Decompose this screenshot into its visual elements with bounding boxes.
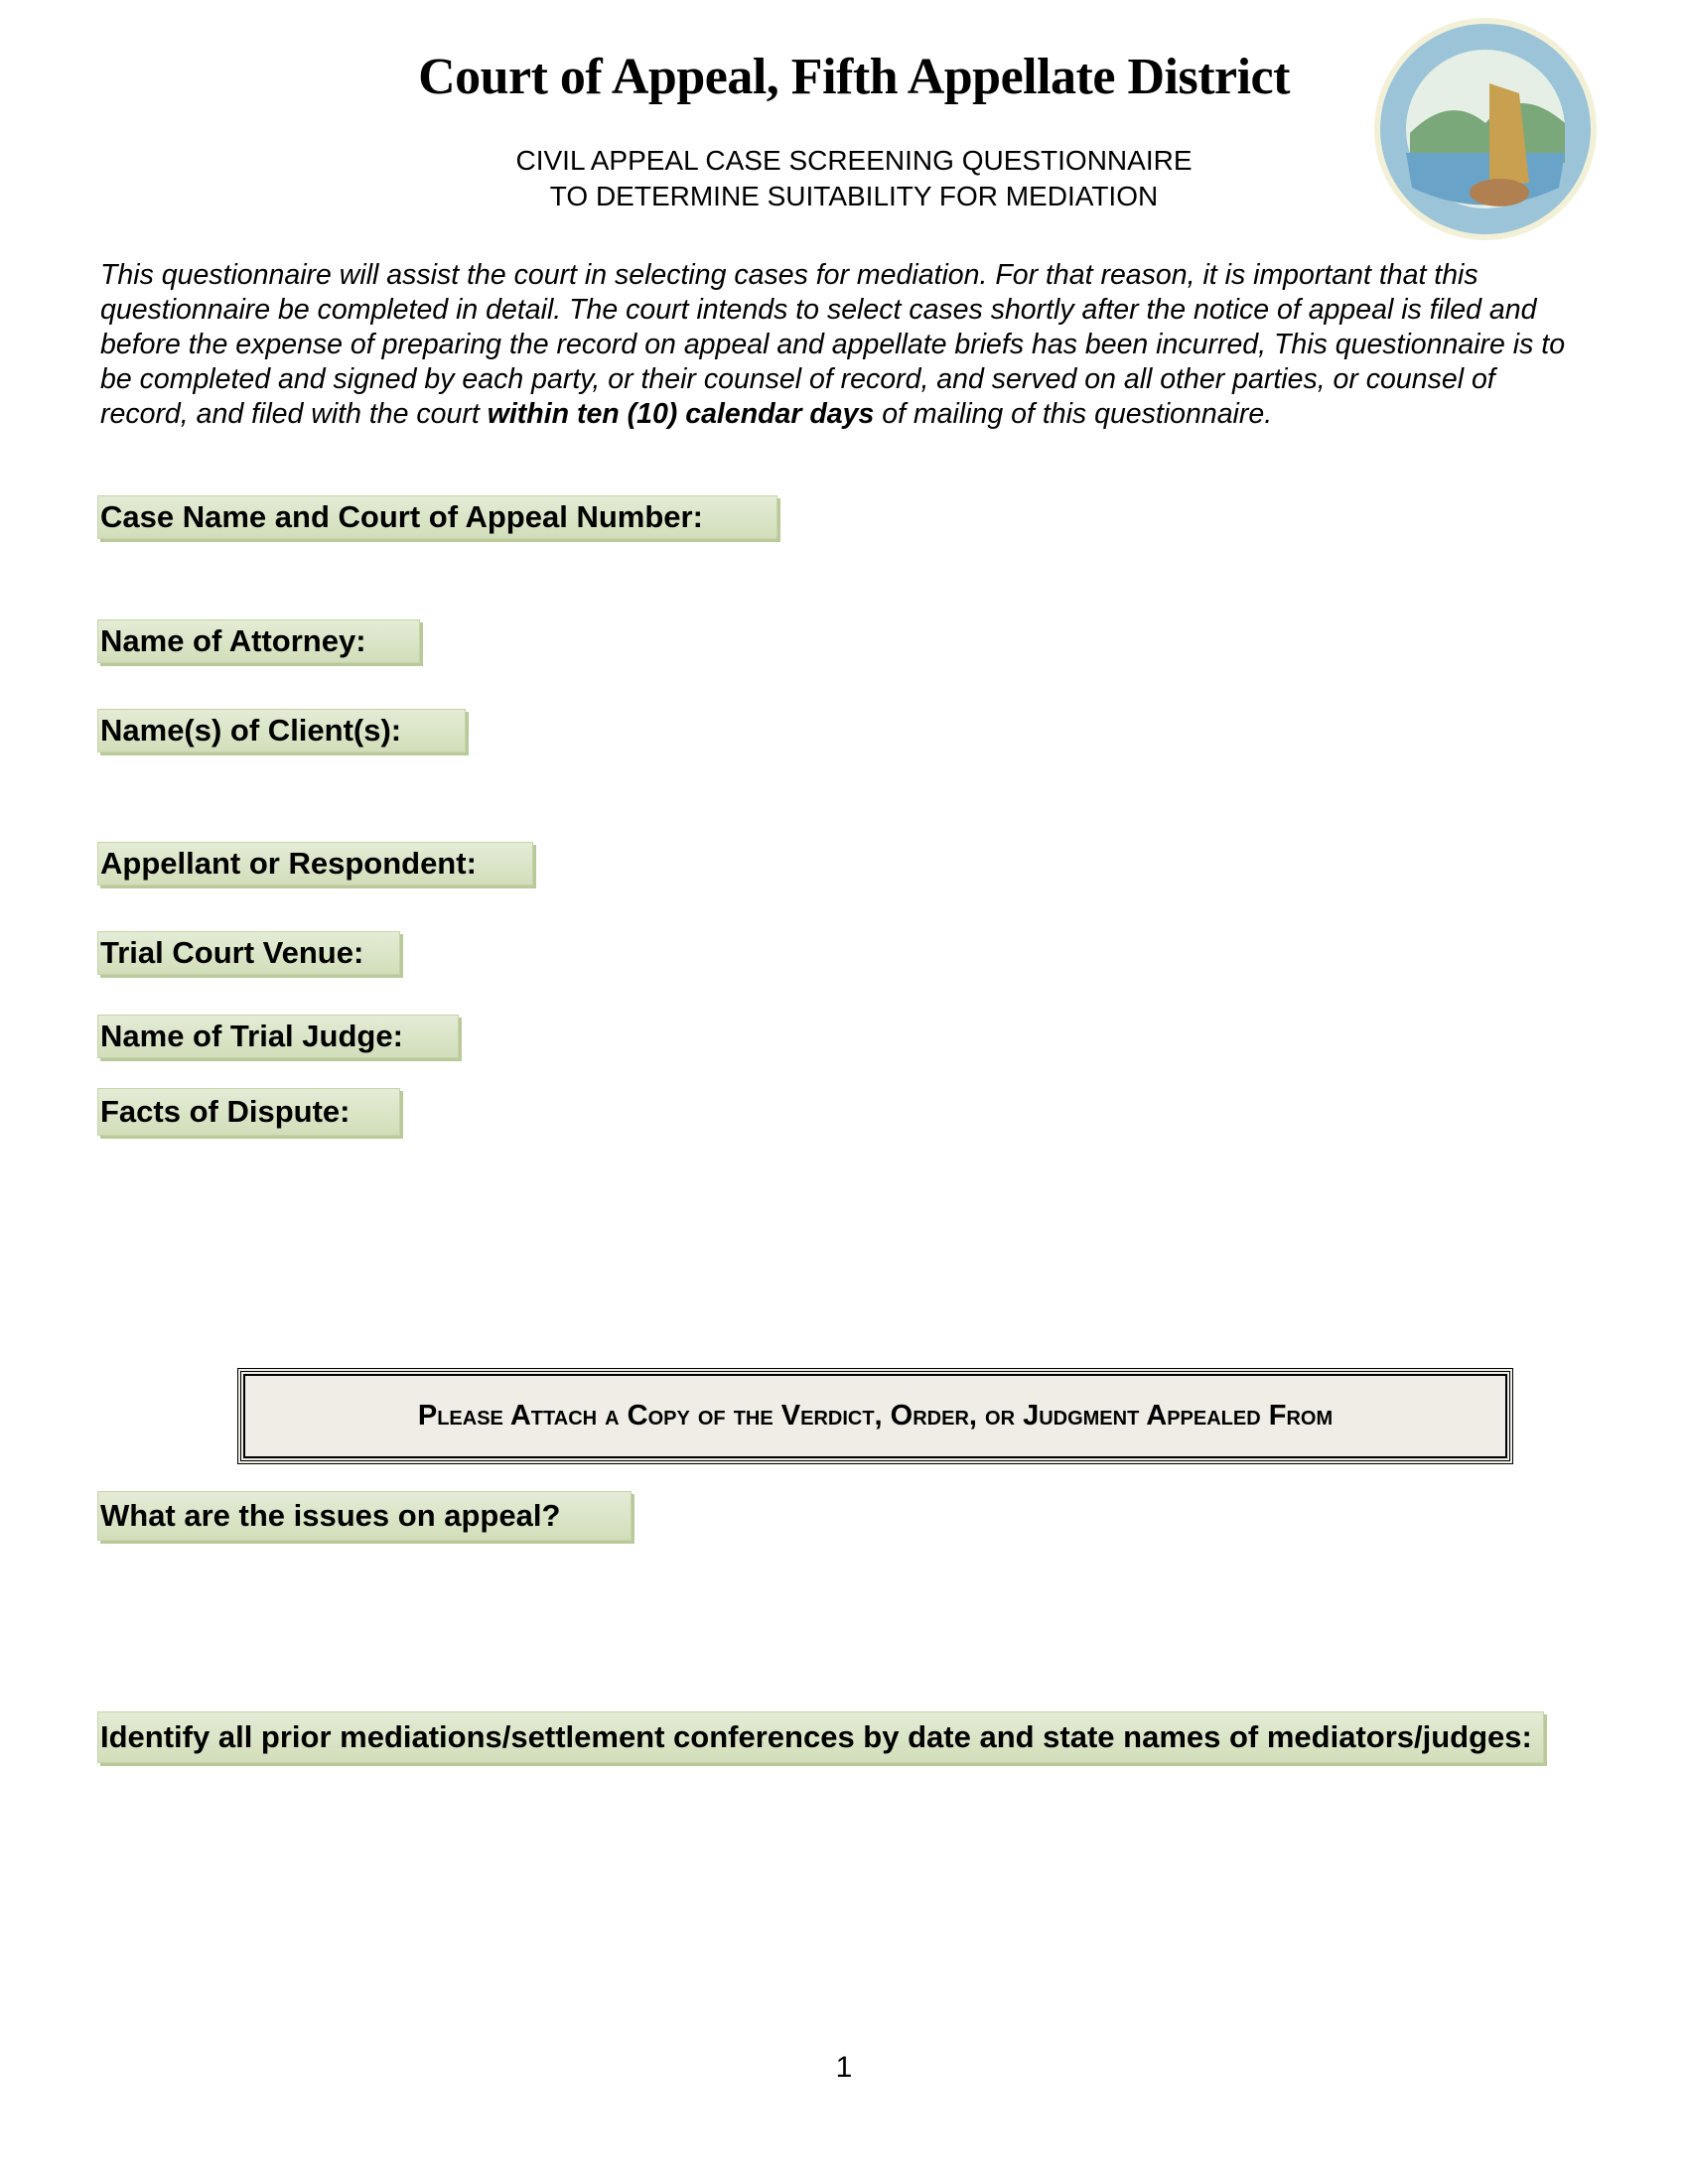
appellant-respondent-label: Appellant or Respondent: <box>97 842 533 886</box>
attorney-label: Name of Attorney: <box>97 619 420 663</box>
trial-judge-label: Name of Trial Judge: <box>97 1015 459 1058</box>
facts-label: Facts of Dispute: <box>97 1088 400 1136</box>
attach-verdict-notice: Please Attach a Copy of the Verdict, Order, or Judgment Appealed From <box>237 1368 1513 1464</box>
intro-text-end: of mailing of this questionnaire. <box>874 398 1273 430</box>
court-seal-icon <box>1370 14 1601 244</box>
form-subtitle-line2: TO DETERMINE SUITABILITY FOR MEDIATION <box>549 181 1159 211</box>
trial-court-venue-label: Trial Court Venue: <box>97 931 400 975</box>
intro-deadline: within ten (10) calendar days <box>487 398 875 430</box>
case-name-label: Case Name and Court of Appeal Number: <box>97 495 777 539</box>
page-title: Court of Appeal, Fifth Appellate District <box>418 49 1290 105</box>
clients-label: Name(s) of Client(s): <box>97 709 466 752</box>
form-subtitle-line1: CIVIL APPEAL CASE SCREENING QUESTIONNAIRE <box>515 145 1193 176</box>
intro-paragraph <box>100 258 1590 432</box>
issues-label: What are the issues on appeal? <box>97 1491 632 1541</box>
prior-mediations-label: Identify all prior mediations/settlement conferences by date and state names of mediators/judges: <box>97 1711 1544 1763</box>
page-number: 1 <box>835 2051 853 2084</box>
intro-text: This questionnaire will assist the court in selecting cases for mediation. For that reason, it is important that this questionnaire be completed in detail. The court intends to select cases shortly after the notice of appeal is filed and before the expense of preparing the record on appeal and appellate briefs has been incurred, This questionnaire is to be completed and signed by each party, or their counsel of record, and served on all other parties, or counsel of record, and filed with the court <box>100 259 1566 430</box>
